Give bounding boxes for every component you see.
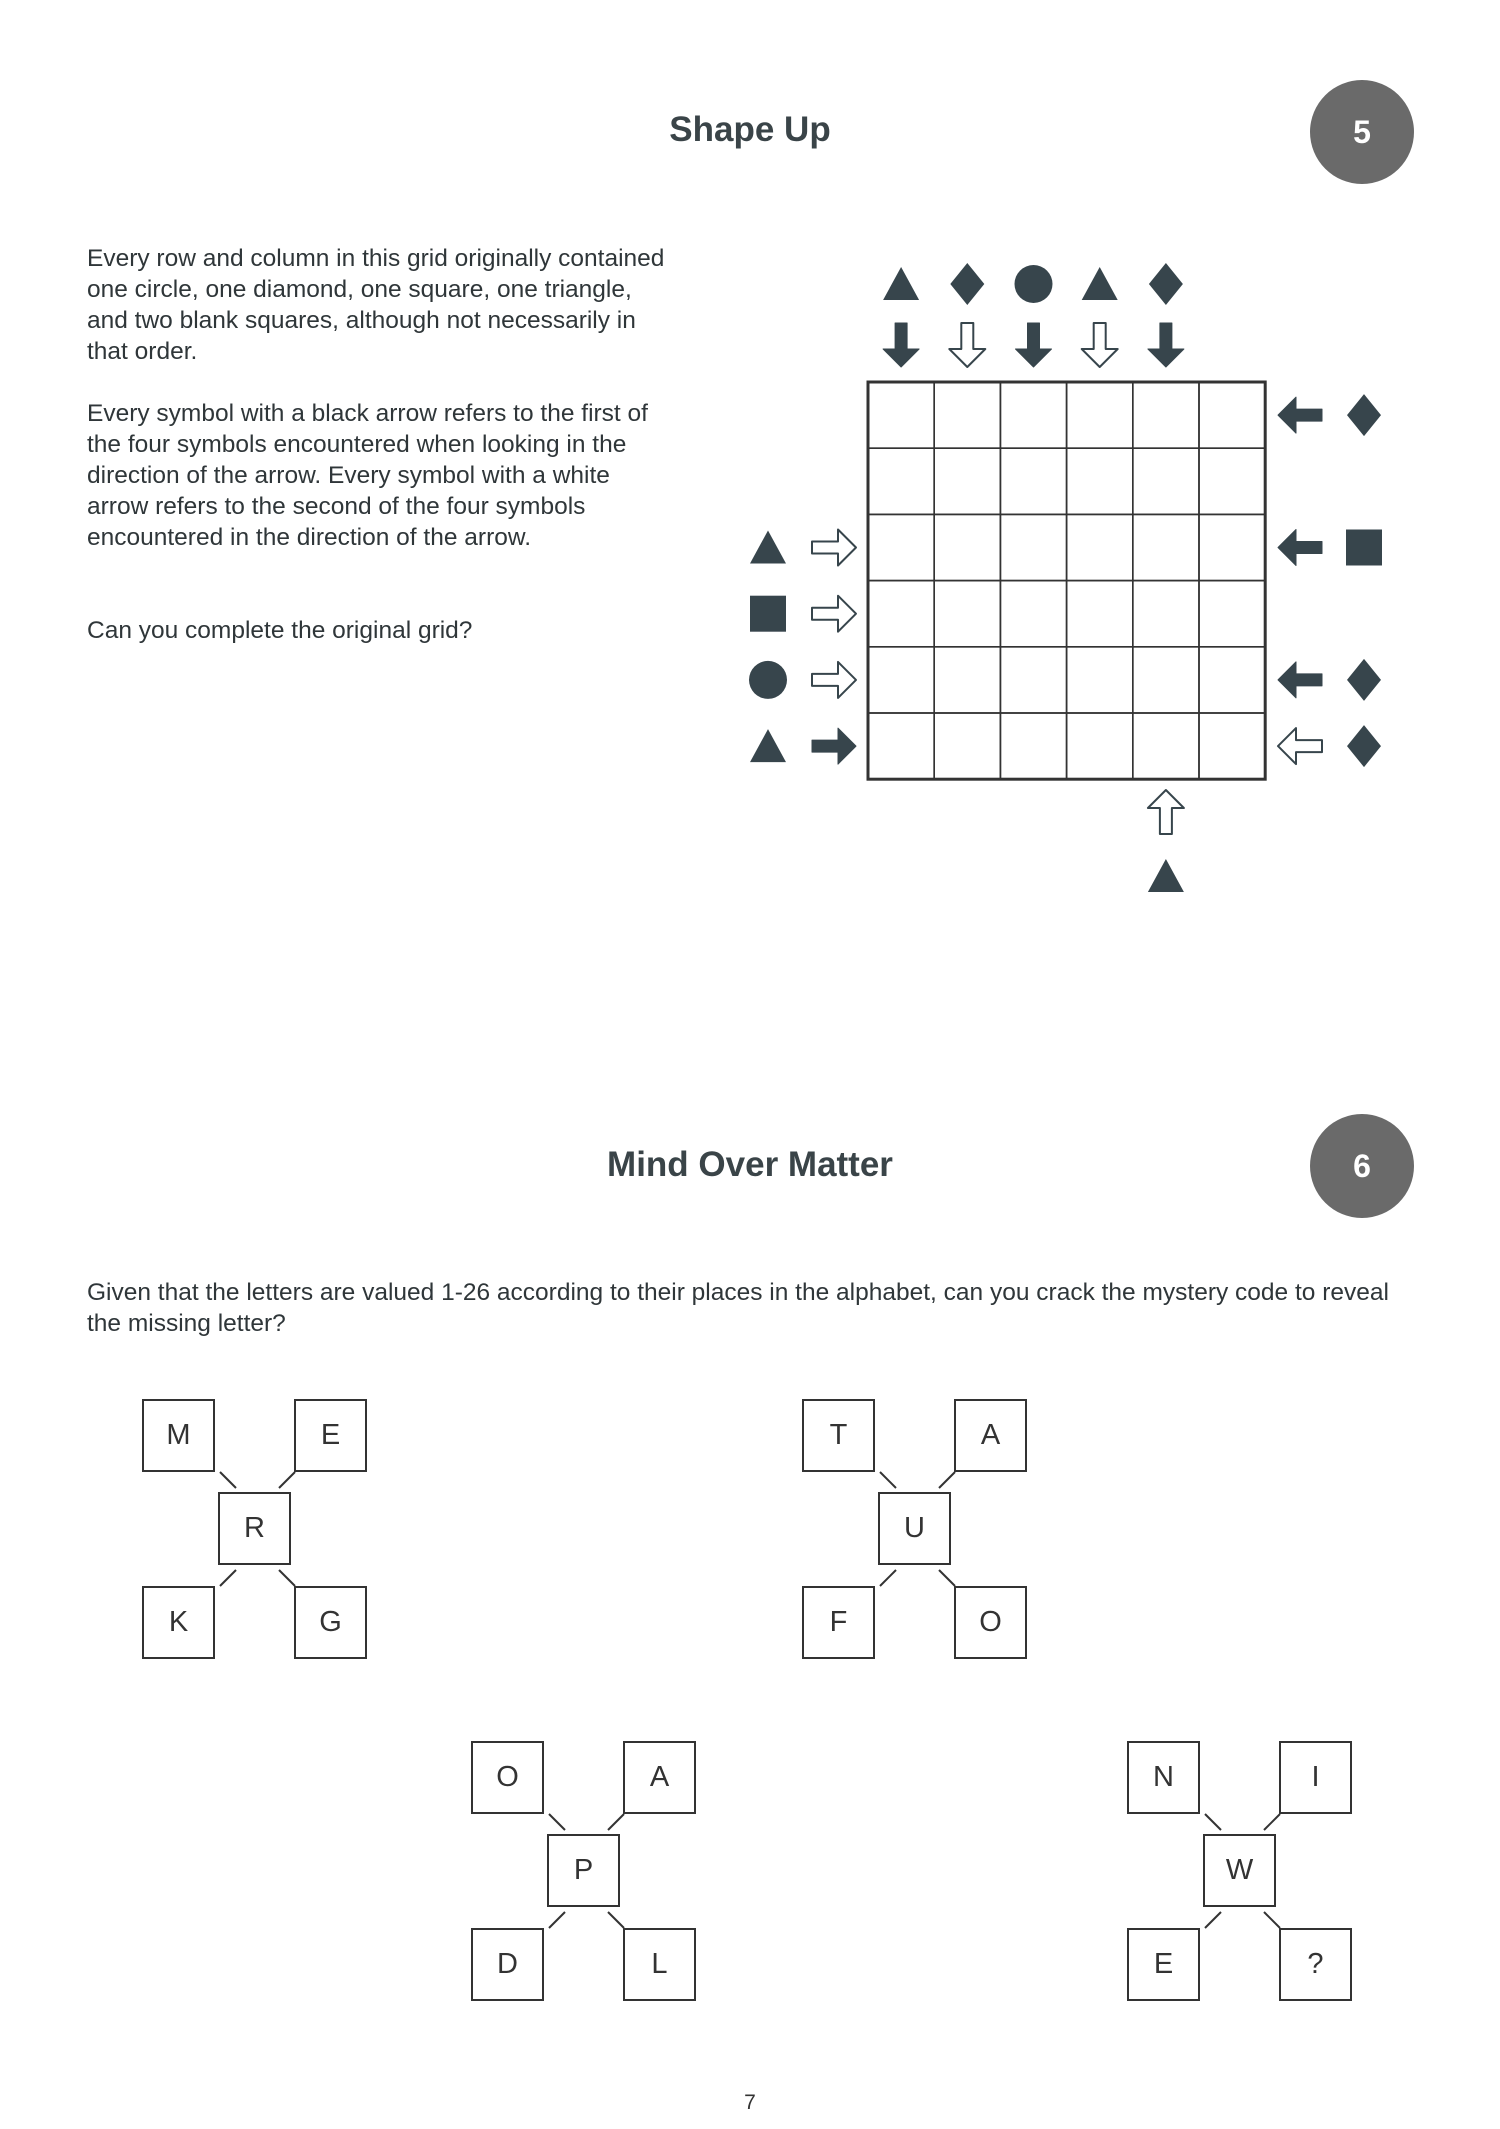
letter-box-top-right: E bbox=[294, 1399, 367, 1472]
puzzle-5-number-badge: 5 bbox=[1310, 80, 1414, 184]
letter-box-bottom-right: L bbox=[623, 1928, 696, 2001]
letter-box-bottom-right: O bbox=[954, 1586, 1027, 1659]
puzzle-6-title: Mind Over Matter bbox=[607, 1145, 893, 1184]
missing-letter-box: ? bbox=[1279, 1928, 1352, 2001]
puzzle-6-number-badge: 6 bbox=[1310, 1114, 1414, 1218]
letter-box-bottom-left: K bbox=[142, 1586, 215, 1659]
puzzle-5-question: Can you complete the original grid? bbox=[87, 617, 473, 644]
letter-box-bottom-left: D bbox=[471, 1928, 544, 2001]
puzzle-5-rules: Every symbol with a black arrow refers to the first of the four symbols encountered when looking in the direction of the arrow. Every symbol with a white arrow refers to the second of the four symbols encountered in the direction of the arrow. bbox=[87, 400, 648, 551]
letter-box-bottom-left: E bbox=[1127, 1928, 1200, 2001]
puzzle-6-question: Given that the letters are valued 1-26 according to their places in the alphabet, can you crack the mystery code to reveal the missing letter? bbox=[87, 1279, 1389, 1337]
letter-box-top-left: N bbox=[1127, 1741, 1200, 1814]
letter-box-top-right: I bbox=[1279, 1741, 1352, 1814]
letter-box-top-left: T bbox=[802, 1399, 875, 1472]
letter-box-top-right: A bbox=[623, 1741, 696, 1814]
puzzle-5-title: Shape Up bbox=[669, 110, 831, 149]
letter-box-center: R bbox=[218, 1492, 291, 1565]
letter-box-center: U bbox=[878, 1492, 951, 1565]
letter-box-bottom-right: G bbox=[294, 1586, 367, 1659]
letter-box-top-left: O bbox=[471, 1741, 544, 1814]
page-number: 7 bbox=[744, 2091, 756, 2114]
puzzle-5-intro: Every row and column in this grid originally contained one circle, one diamond, one square, one triangle, and two blank squares, although not necessarily in that order. bbox=[87, 245, 665, 365]
letter-box-center: W bbox=[1203, 1834, 1276, 1907]
letter-box-bottom-left: F bbox=[802, 1586, 875, 1659]
letter-box-top-left: M bbox=[142, 1399, 215, 1472]
letter-box-center: P bbox=[547, 1834, 620, 1907]
letter-box-top-right: A bbox=[954, 1399, 1027, 1472]
